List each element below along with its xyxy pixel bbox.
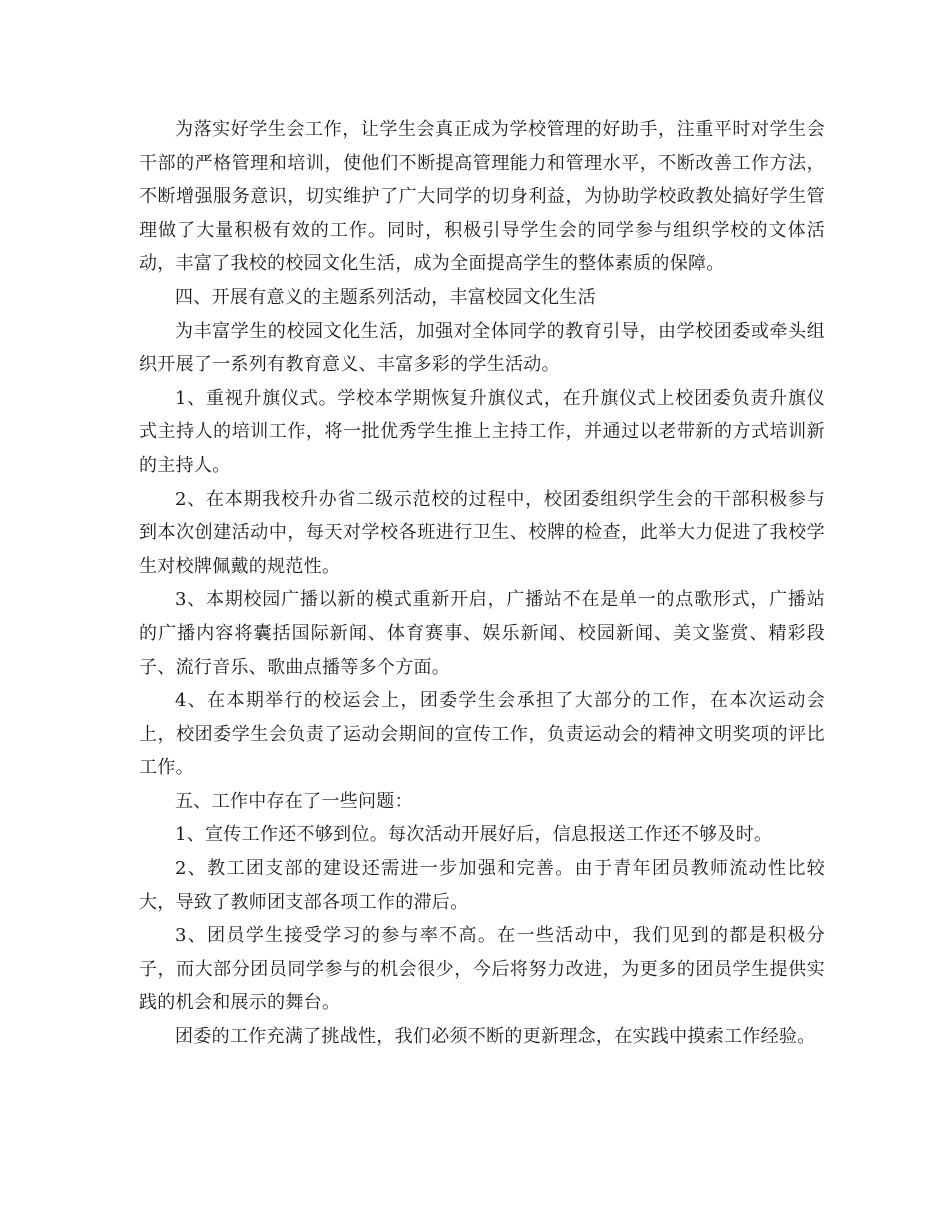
paragraph-campus-radio: 3、本期校园广播以新的模式重新开启，广播站不在是单一的点歌形式，广播站的广播内容将囊括国际新闻、体育赛事、娱乐新闻、校园新闻、美文鉴赏、精彩段子、流行音乐、歌曲点播等多个方面。 <box>139 589 825 678</box>
paragraph-flag-ceremony: 1、重视升旗仪式。学校本学期恢复升旗仪式，在升旗仪式上校团委负责升旗仪式主持人的培训工作，将一批优秀学生推上主持工作，并通过以老带新的方式培训新的主持人。 <box>139 387 825 476</box>
paragraph-sports-meet: 4、在本期举行的校运会上，团委学生会承担了大部分的工作，在本次运动会上，校团委学生会负责了运动会期间的宣传工作，负责运动会的精神文明奖项的评比工作。 <box>139 690 825 779</box>
document-body <box>139 113 825 1054</box>
paragraph-problem-teacher-branch: 2、教工团支部的建设还需进一步加强和完善。由于青年团员教师流动性比较大，导致了教师团支部各项工作的滞后。 <box>139 858 825 913</box>
paragraph-student-union-work: 为落实好学生会工作，让学生会真正成为学校管理的好助手，注重平时对学生会干部的严格管理和培训，使他们不断提高管理能力和管理水平，不断改善工作方法，不断增强服务意识，切实维护了广大同学的切身利益，为协助学校政教处搞好学生管理做了大量积极有效的工作。同时，积极引导学生会的同学参与组织学校的文体活动，丰富了我校的校园文化生活，成为全面提高学生的整体素质的保障。 <box>139 119 825 275</box>
section-heading-problems: 五、工作中存在了一些问题： <box>175 790 413 812</box>
paragraph-problem-participation: 3、团员学生接受学习的参与率不高。在一些活动中，我们见到的都是积极分子，而大部分团员同学参与的机会很少，今后将努力改进，为更多的团员学生提供实践的机会和展示的舞台。 <box>139 925 825 1014</box>
paragraph-model-school: 2、在本期我校升办省二级示范校的过程中，校团委组织学生会的干部积极参与到本次创建活动中，每天对学校各班进行卫生、校牌的检查，此举大力促进了我校学生对校牌佩戴的规范性。 <box>139 488 825 577</box>
section-heading-theme-activities: 四、开展有意义的主题系列活动，丰富校园文化生活 <box>175 286 596 308</box>
paragraph-activities-intro: 为丰富学生的校园文化生活，加强对全体同学的教育引导，由学校团委或牵头组织开展了一系列有教育意义、丰富多彩的学生活动。 <box>139 320 825 376</box>
paragraph-conclusion: 团委的工作充满了挑战性，我们必须不断的更新理念，在实践中摸索工作经验。 <box>175 1026 816 1048</box>
paragraph-problem-publicity: 1、宣传工作还不够到位。每次活动开展好后，信息报送工作还不够及时。 <box>175 824 773 846</box>
